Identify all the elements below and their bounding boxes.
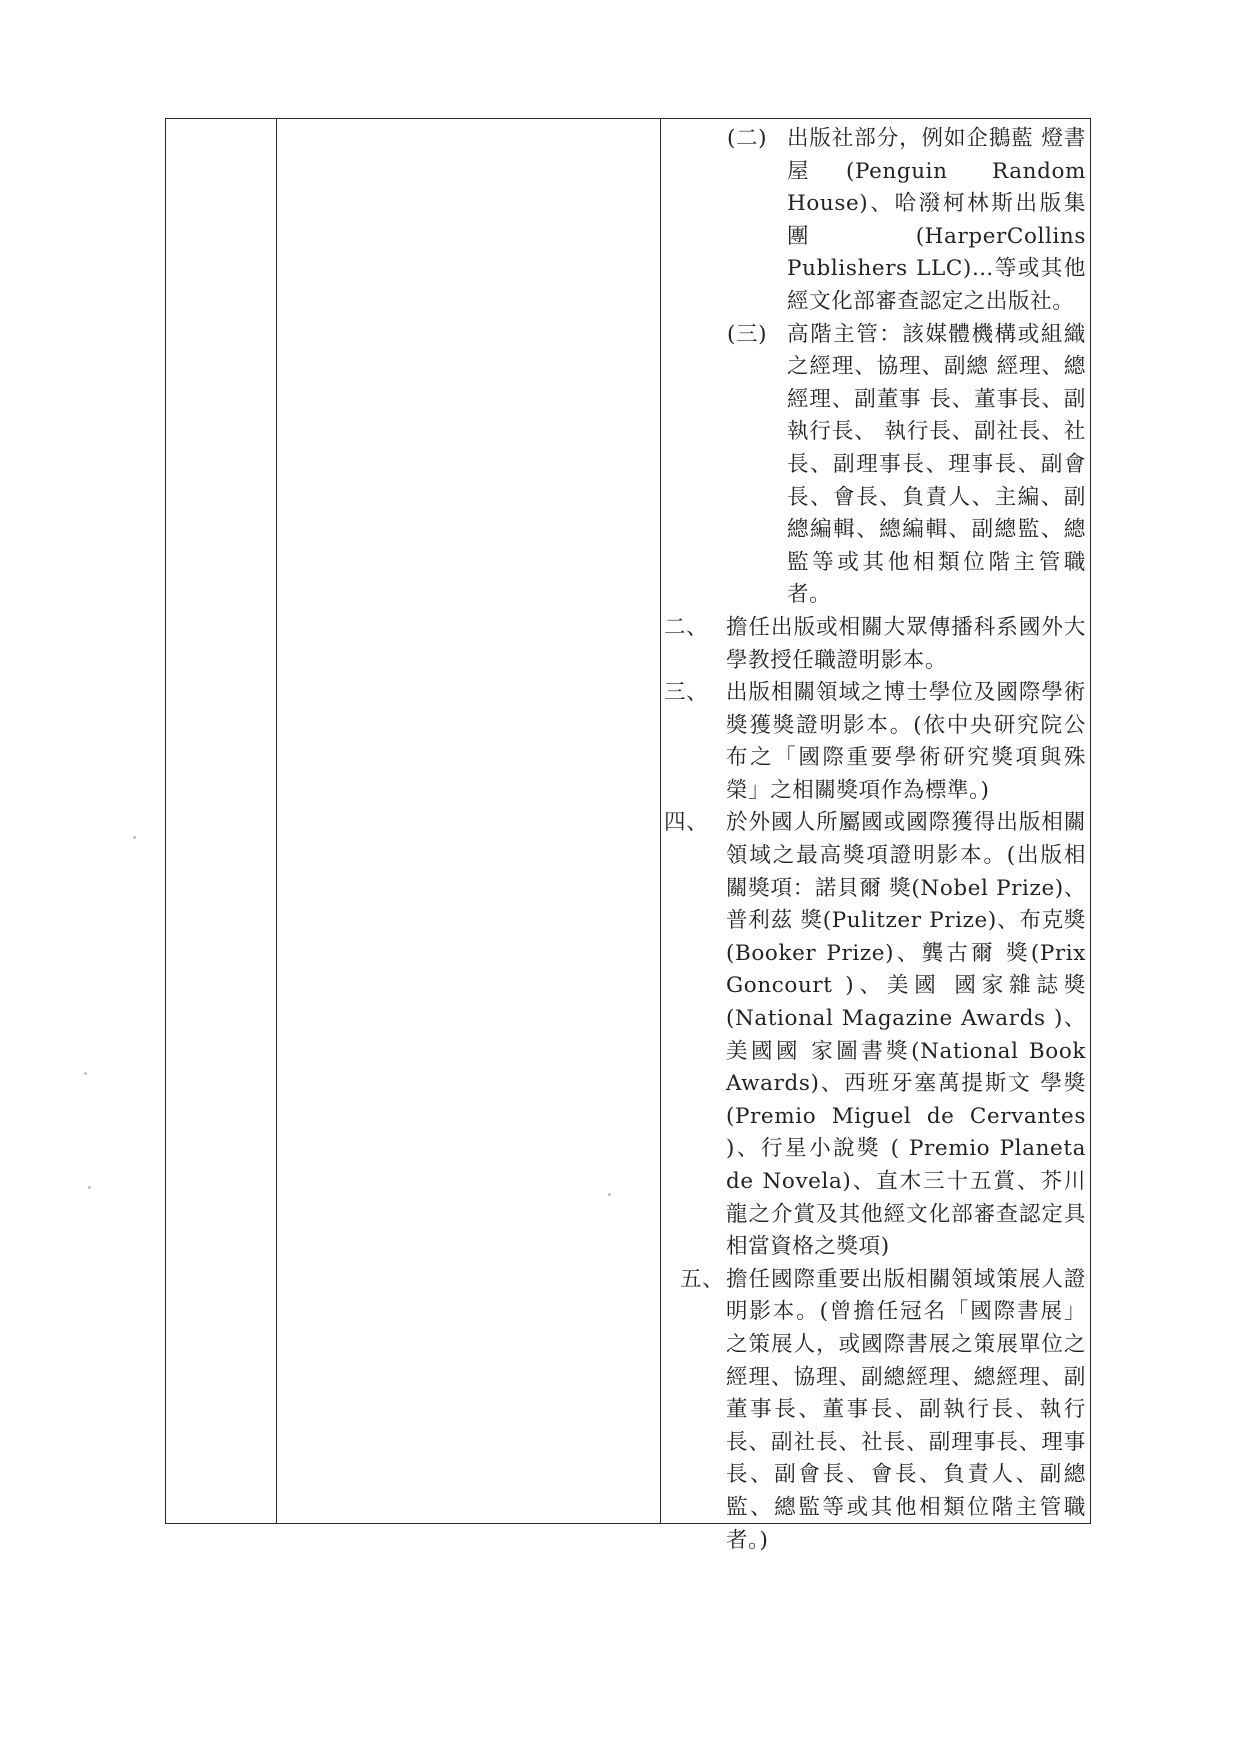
column-divider (660, 119, 661, 1523)
item-text: 高階主管：該媒體機構或組織之經理、協理、副總 經理、總經理、副董事 長、董事長、副執行長、 執行長、副社長、社長、副理事長、理事長、副會長、會長、負責人、主編、副總編輯、總編輯、副總監、總監等或其他相類位階主管職者。 (787, 321, 1086, 608)
document-content-column (662, 119, 1090, 1553)
column-divider (276, 119, 277, 1523)
item-marker: 二、 (664, 614, 709, 640)
item-text: 擔任國際重要出版相關領域策展人證明影本。(曾擔任冠名「國際書展」之策展人，或國際書展之策展單位之經理、協理、副總經理、總經理、副董事長、董事長、副執行長、執行長、副社長、社長、副理事長、理事長、副會長、會長、負責人、副總監、總監等或其他相類位階主管職者。) (726, 1266, 1086, 1553)
sub-item-three (662, 319, 1090, 612)
main-item-five (662, 1264, 1090, 1557)
item-marker: 五、 (680, 1266, 725, 1292)
item-text: 擔任出版或相關大眾傳播科系國外大學教授任職證明影本。 (726, 614, 1086, 673)
requirements-table (165, 118, 1091, 1553)
main-item-three (662, 677, 1090, 807)
item-text: 出版社部分，例如企鵝藍 燈書屋(Penguin Random House)、哈潑柯林斯出版集團(HarperCollins Publishers LLC)…等或其他經文化部審查認定之出版社。 (787, 126, 1086, 314)
main-item-four (662, 807, 1090, 1263)
item-marker: (二) (727, 126, 768, 151)
main-item-two (662, 612, 1090, 677)
item-text: 出版相關領域之博士學位及國際學術獎獲獎證明影本。(依中央研究院公布之「國際重要學術研究獎項與殊榮」之相關獎項作為標準。) (726, 680, 1086, 803)
sub-item-two (662, 123, 1090, 319)
item-marker: (三) (727, 321, 768, 347)
item-marker: 三、 (664, 680, 709, 706)
item-text: 於外國人所屬國或國際獲得出版相關領域之最高獎項證明影本。(出版相關獎項：諾貝爾 獎(Nobel Prize)、普利茲 獎(Pulitzer Prize)、布克獎(Booker Prize)、龔古爾 獎(Prix Goncourt )、美國 國家雜誌獎(National Magazine Awards )、美國國 家圖書獎(National Book Awards)、西班牙塞萬提斯文 學獎(Premio Miguel de Cervantes )、行星小說獎 ( Premio Planeta de Novela)、直木三十五賞、芥川龍之介賞及其他經文化部審查認定具相當資格之獎項) (726, 810, 1086, 1260)
item-marker: 四、 (664, 810, 709, 836)
